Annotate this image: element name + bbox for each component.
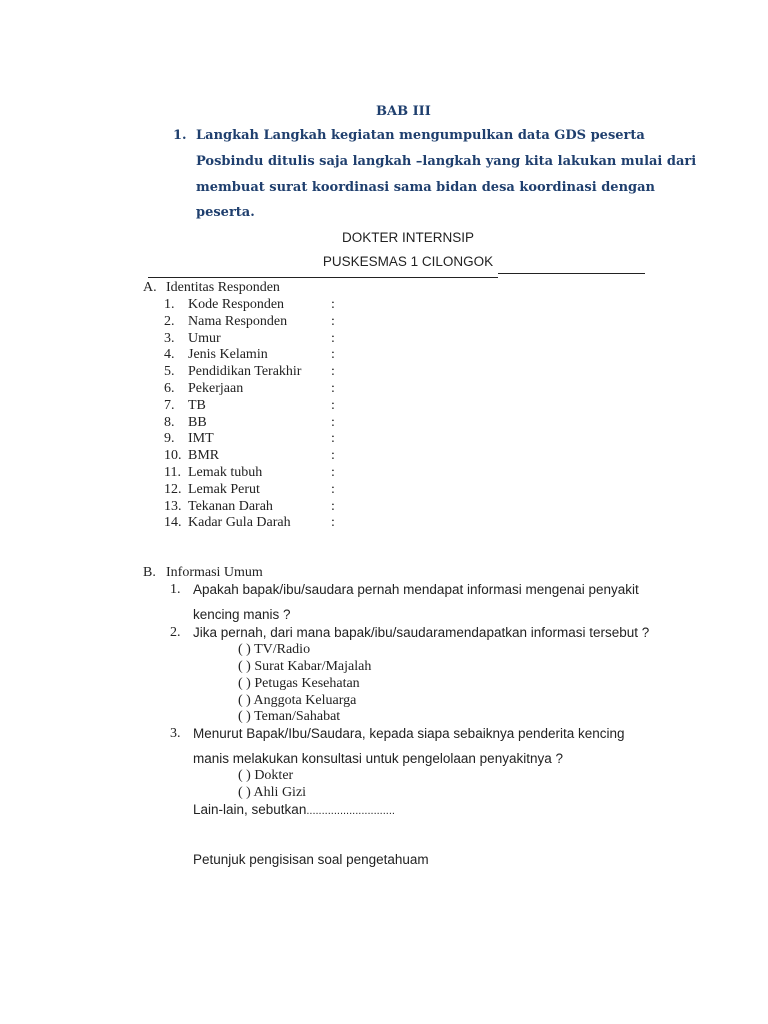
identity-item-label: BMR xyxy=(188,448,220,463)
identity-item-field[interactable]: : xyxy=(331,482,335,497)
identity-item-field[interactable]: : xyxy=(331,415,335,430)
identity-item-field[interactable]: : xyxy=(331,499,335,514)
option-anggota-keluarga[interactable]: ( ) Anggota Keluarga xyxy=(238,693,357,708)
question-3-line-1: Menurut Bapak/Ibu/Saudara, kepada siapa sebaiknya penderita kencing xyxy=(193,726,625,741)
step-line-4: peserta. xyxy=(196,205,255,220)
step-number: 1. xyxy=(173,128,187,143)
header-line-2: PUSKESMAS 1 CILONGOK xyxy=(322,254,494,269)
question-2-text: Jika pernah, dari mana bapak/ibu/saudaramendapatkan informasi tersebut ? xyxy=(193,625,650,640)
option-ahli-gizi[interactable]: ( ) Ahli Gizi xyxy=(238,785,307,800)
option-surat-kabar[interactable]: ( ) Surat Kabar/Majalah xyxy=(238,659,372,674)
other-specify-field[interactable] xyxy=(193,802,395,817)
question-1-line-1: Apakah bapak/ibu/saudara pernah mendapat informasi mengenai penyakit xyxy=(193,582,639,597)
identity-item-label: Lemak tubuh xyxy=(188,465,263,480)
identity-item-number: 3. xyxy=(164,331,175,346)
section-a-title: Identitas Responden xyxy=(166,280,280,295)
identity-item-number: 5. xyxy=(164,364,175,379)
option-teman-sahabat[interactable]: ( ) Teman/Sahabat xyxy=(238,709,341,724)
identity-item-field[interactable]: : xyxy=(331,448,335,463)
identity-item-label: Lemak Perut xyxy=(188,482,260,497)
option-petugas-kesehatan[interactable]: ( ) Petugas Kesehatan xyxy=(238,676,360,691)
question-1-line-2: kencing manis ? xyxy=(193,607,291,622)
identity-item-field[interactable]: : xyxy=(331,381,335,396)
identity-item-number: 2. xyxy=(164,314,175,329)
identity-item-number: 9. xyxy=(164,431,175,446)
other-specify-label: Lain-lain, sebutkan xyxy=(193,802,307,817)
question-3-line-2: manis melakukan konsultasi untuk pengelolaan penyakitnya ? xyxy=(193,751,563,766)
identity-item-label: Pekerjaan xyxy=(188,381,244,396)
identity-item-number: 11. xyxy=(164,465,181,480)
identity-item-number: 14. xyxy=(164,515,182,530)
identity-item-field[interactable]: : xyxy=(331,297,335,312)
identity-item-label: Kadar Gula Darah xyxy=(188,515,291,530)
step-line-2: Posbindu ditulis saja langkah –langkah yang kita lakukan mulai dari xyxy=(196,154,697,169)
header-underline-right xyxy=(498,273,645,274)
section-a-label: A. xyxy=(143,280,157,295)
chapter-heading: BAB III xyxy=(376,104,431,119)
identity-item-field[interactable]: : xyxy=(331,515,335,530)
header-line-1: DOKTER INTERNSIP xyxy=(341,230,474,245)
identity-item-number: 12. xyxy=(164,482,182,497)
identity-item-label: Nama Responden xyxy=(188,314,288,329)
identity-item-number: 7. xyxy=(164,398,175,413)
identity-item-label: IMT xyxy=(188,431,214,446)
header-underline xyxy=(148,277,498,278)
identity-item-number: 6. xyxy=(164,381,175,396)
other-specify-dots: ............................. xyxy=(306,805,395,817)
section-b-title: Informasi Umum xyxy=(166,565,263,580)
identity-item-number: 13. xyxy=(164,499,182,514)
identity-item-label: TB xyxy=(188,398,206,413)
identity-item-label: Jenis Kelamin xyxy=(188,347,268,362)
section-b-label: B. xyxy=(143,565,156,580)
identity-item-number: 10. xyxy=(164,448,182,463)
identity-item-field[interactable]: : xyxy=(331,347,335,362)
identity-item-number: 1. xyxy=(164,297,175,312)
identity-item-field[interactable]: : xyxy=(331,431,335,446)
identity-item-field[interactable]: : xyxy=(331,314,335,329)
option-tv-radio[interactable]: ( ) TV/Radio xyxy=(238,642,311,657)
question-1-number: 1. xyxy=(170,582,181,597)
identity-item-label: Pendidikan Terakhir xyxy=(188,364,302,379)
step-line-3: membuat surat koordinasi sama bidan desa koordinasi dengan xyxy=(196,180,655,195)
identity-item-label: Umur xyxy=(188,331,221,346)
identity-item-number: 8. xyxy=(164,415,175,430)
question-2-number: 2. xyxy=(170,625,181,640)
identity-item-field[interactable]: : xyxy=(331,364,335,379)
identity-item-field[interactable]: : xyxy=(331,398,335,413)
option-dokter[interactable]: ( ) Dokter xyxy=(238,768,294,783)
identity-item-label: BB xyxy=(188,415,207,430)
step-line-1: Langkah Langkah kegiatan mengumpulkan data GDS peserta xyxy=(196,128,645,143)
question-3-number: 3. xyxy=(170,726,181,741)
instruction-text: Petunjuk pengisisan soal pengetahuam xyxy=(193,852,429,867)
identity-item-label: Tekanan Darah xyxy=(188,499,273,514)
identity-item-field[interactable]: : xyxy=(331,465,335,480)
identity-item-field[interactable]: : xyxy=(331,331,335,346)
identity-item-label: Kode Responden xyxy=(188,297,285,312)
identity-item-number: 4. xyxy=(164,347,175,362)
